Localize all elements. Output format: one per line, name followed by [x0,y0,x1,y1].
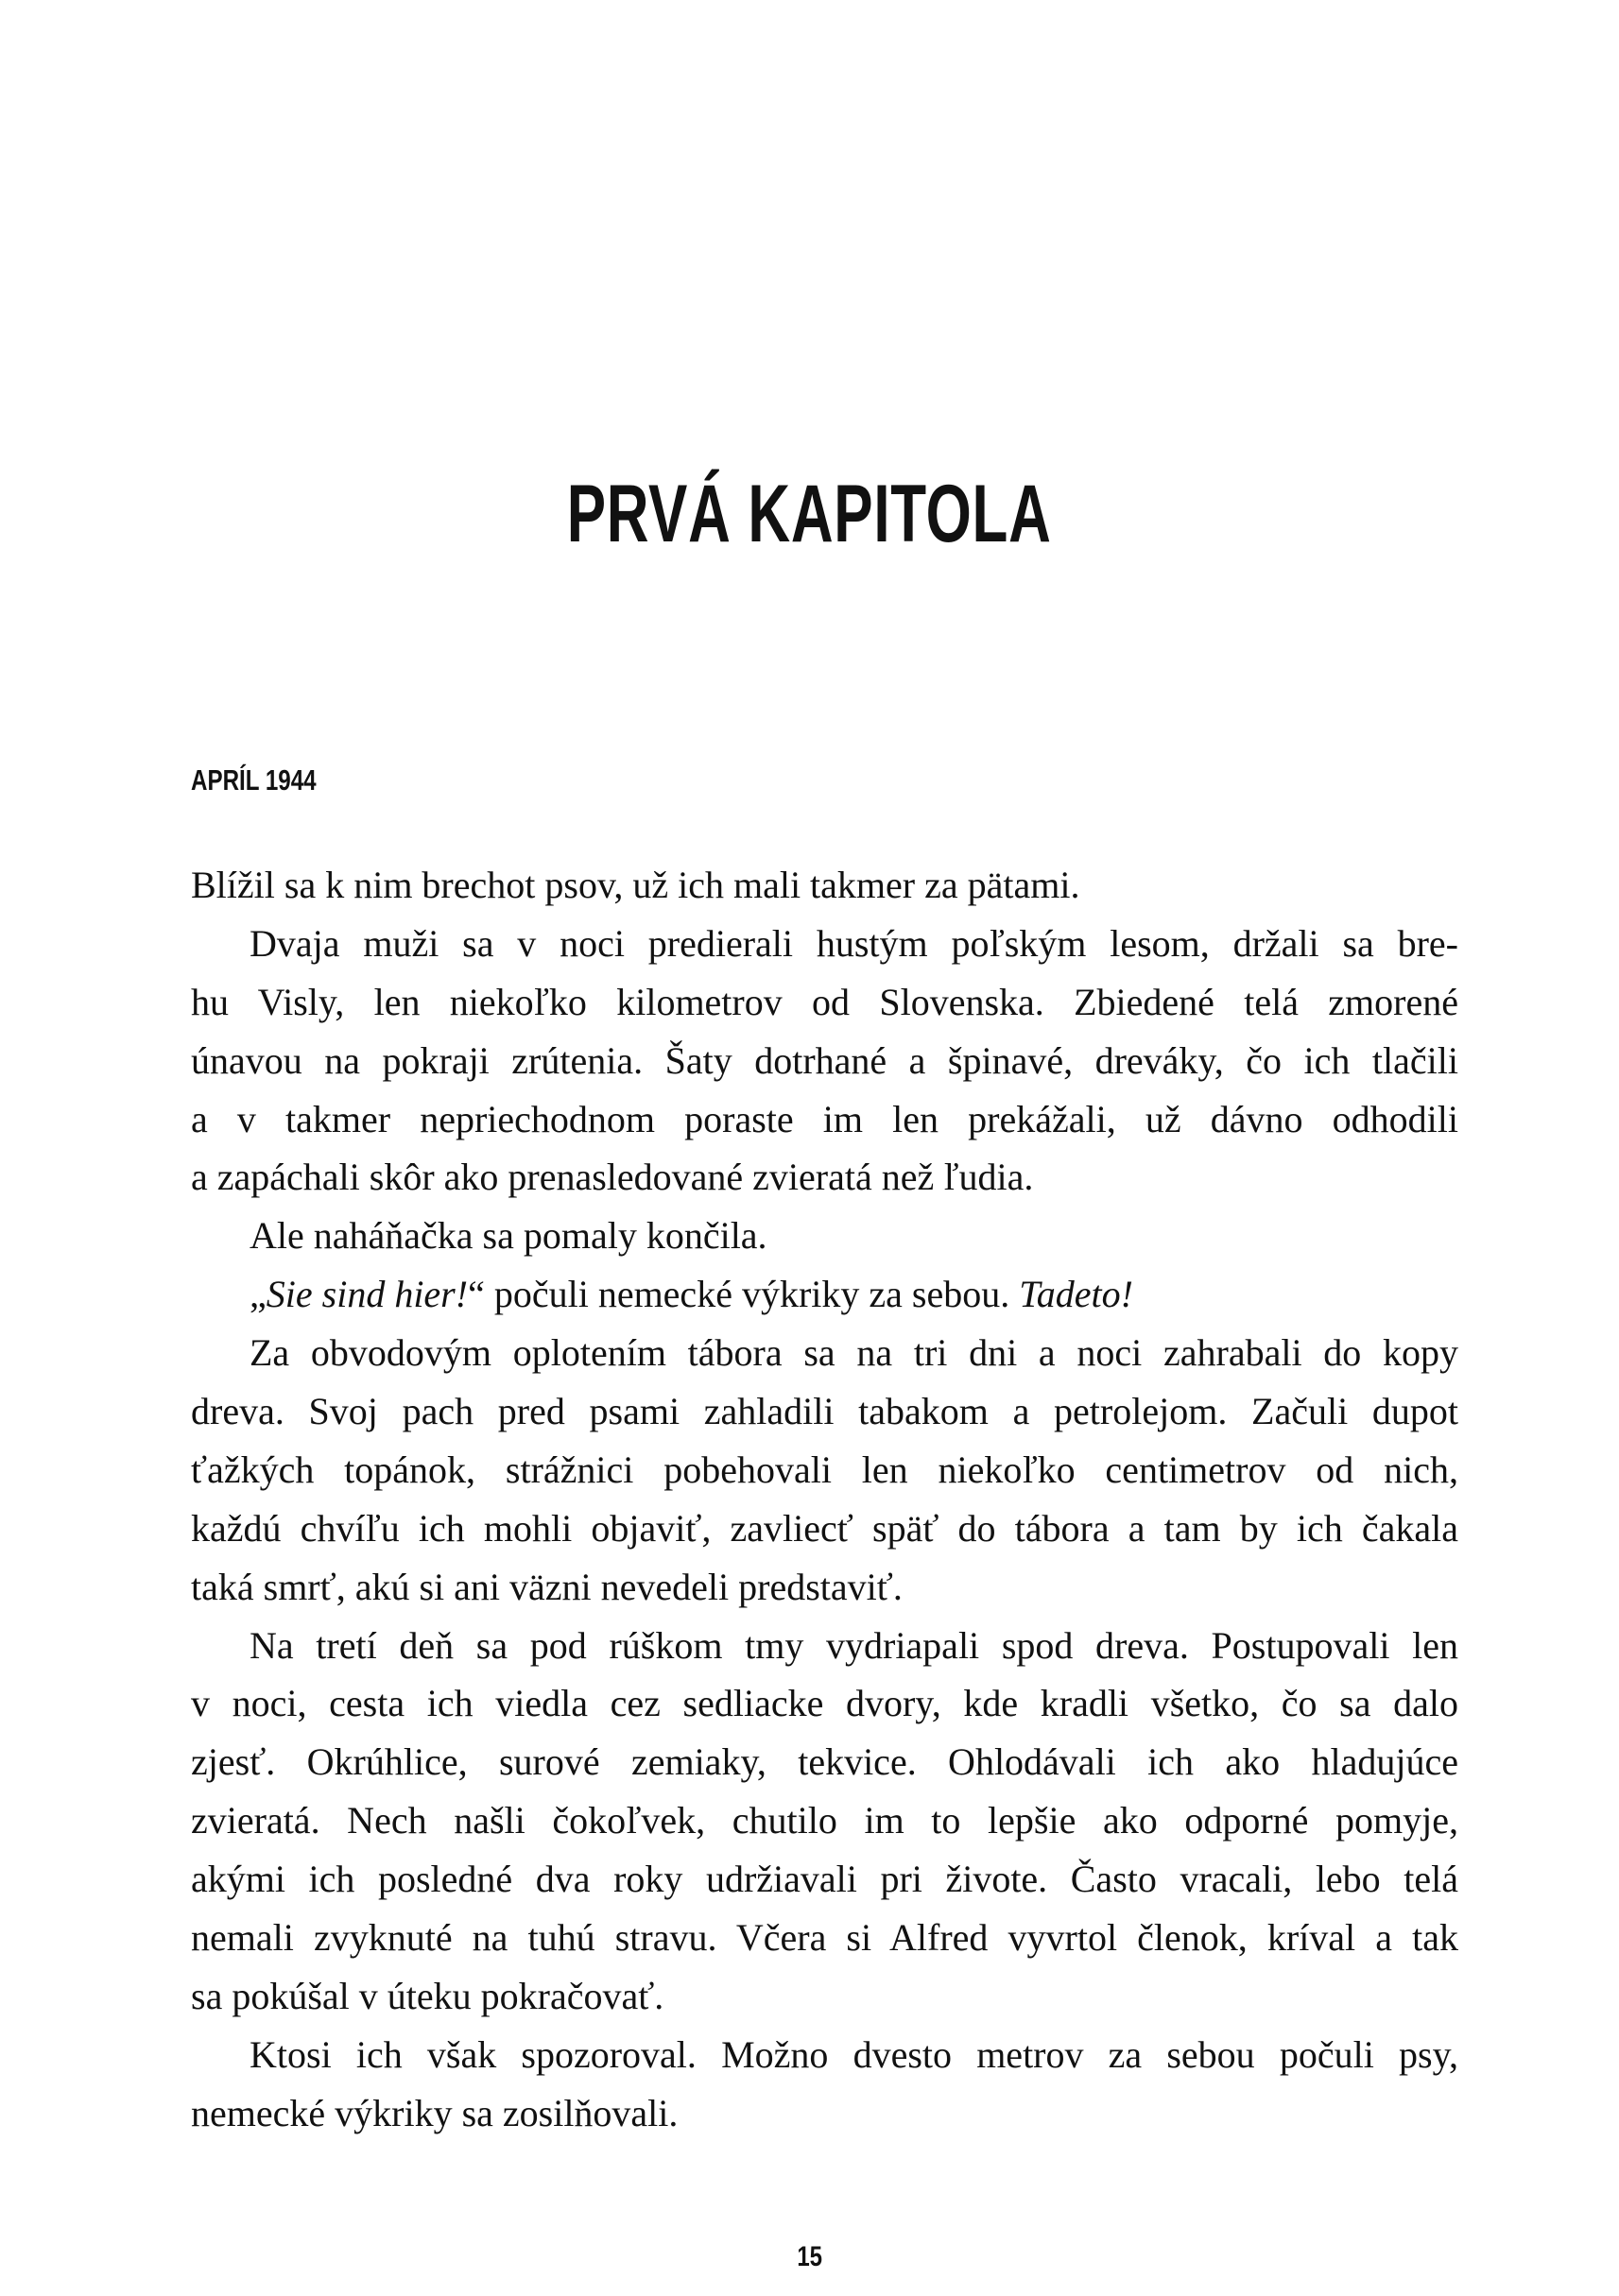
text-line: akými ich posledné dva roky udržiavali pri živote. Často vracali, lebo telá [191,1858,1458,1901]
text-line: taká smrť, akú si ani väzni nevedeli predstaviť. [191,1565,903,1608]
text-line: nemecké výkriky sa zosilňovali. [191,2091,679,2134]
text-line: zjesť. Okrúhlice, surové zemiaky, tekvice. Ohlodávali ich ako hladujúce [191,1740,1458,1784]
page-number-text: 15 [797,2241,822,2272]
text-line: každú chvíľu ich mohli objaviť, zavliecť späť do tábora a tam by ich čakala [191,1506,1458,1550]
text-line [191,1265,1458,1324]
text-line: nemali zvyknuté na tuhú stravu. Včera si Alfred vyvrtol členok, kríval a tak [191,1916,1458,1960]
section-date-heading: APRÍL 1944 [191,763,317,797]
chapter-title-text: PRVÁ KAPITOLA [567,469,1052,559]
text-line: a zapáchali skôr ako prenasledované zvieratá než ľudia. [191,1156,1034,1199]
text-line: Na tretí deň sa pod rúškom tmy vydriapali spod dreva. Postupovali len [250,1623,1458,1667]
text-line: hu Visly, len niekoľko kilometrov od Slovenska. Zbiedené telá zmorené [191,980,1458,1023]
text-span: „ [250,1273,267,1316]
text-line: zvieratá. Nech našli čokoľvek, chutilo im to lepšie ako odporné pomyje, [191,1799,1458,1842]
text-line: Ktosi ich však spozoroval. Možno dvesto metrov za sebou počuli psy, [250,2032,1458,2076]
text-line: únavou na pokraji zrútenia. Šaty dotrhané a špinavé, dreváky, čo ich tlačili [191,1038,1458,1082]
text-line: Dvaja muži sa v noci predierali hustým poľským lesom, držali sa bre- [250,921,1458,965]
text-line: ťažkých topánok, strážnici pobehovali len niekoľko centimetrov od nich, [191,1448,1458,1491]
chapter-title [0,468,1619,561]
text-line: sa pokúšal v úteku pokračovať. [191,1974,664,2017]
text-line: Ale naháňačka sa pomaly končila. [250,1214,767,1258]
text-line: dreva. Svoj pach pred psami zahladili tabakom a petrolejom. Začuli dupot [191,1390,1458,1433]
text-span: “ počuli nemecké výkriky za sebou. [468,1273,1020,1316]
text-line: Blížil sa k nim brechot psov, už ich mali takmer za pätami. [191,864,1080,906]
italic-text: Sie sind hier! [266,1273,469,1316]
text-line: a v takmer nepriechodnom poraste im len prekážali, už dávno odhodili [191,1097,1458,1140]
italic-text: Tadeto! [1019,1273,1133,1316]
text-line: Za obvodovým oplotením tábora sa na tri dni a noci zahrabali do kopy [250,1331,1458,1375]
text-line: v noci, cesta ich viedla cez sedliacke dvory, kde kradli všetko, čo sa dalo [191,1682,1458,1725]
page-number [0,2241,1619,2273]
body-text [191,856,1458,2143]
